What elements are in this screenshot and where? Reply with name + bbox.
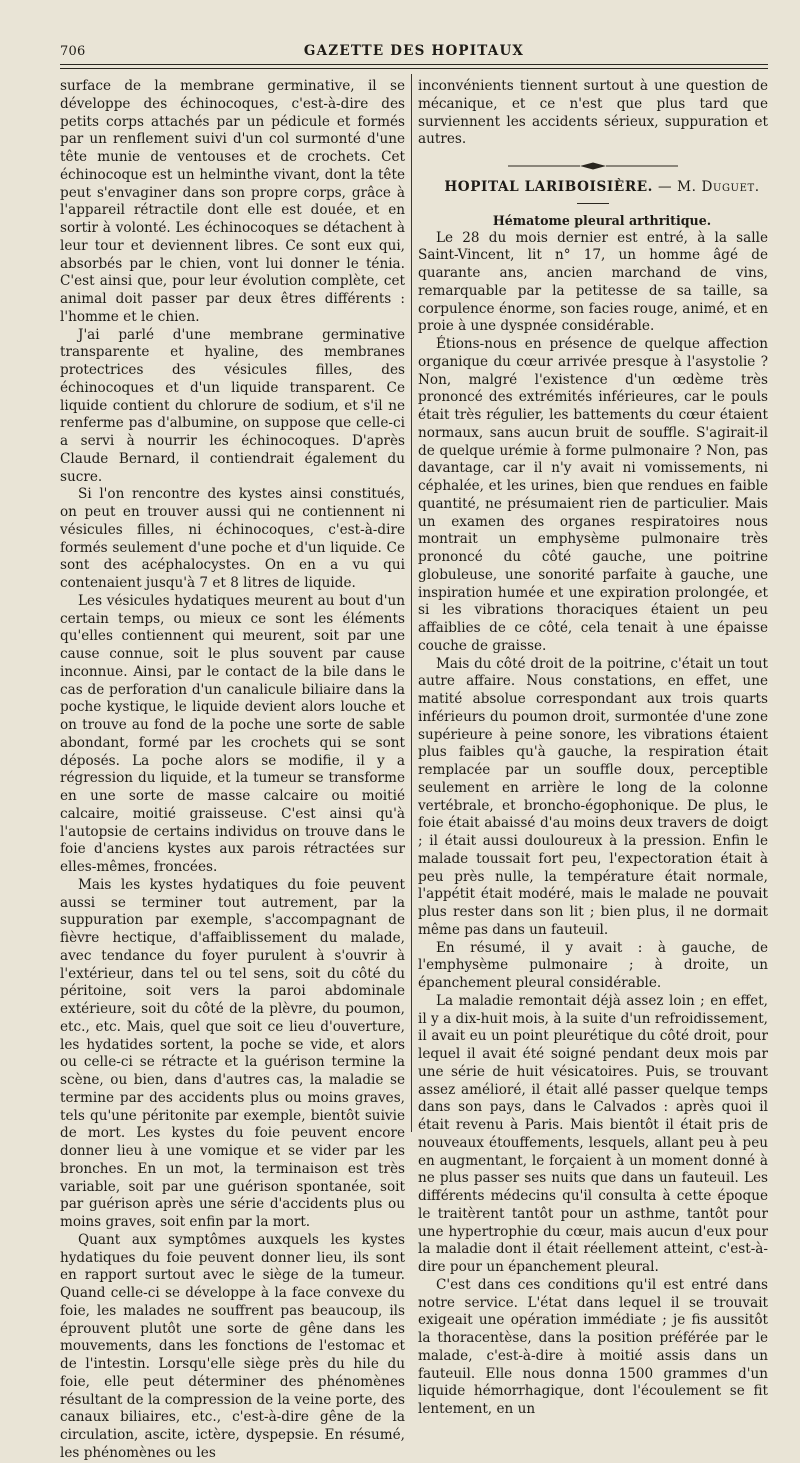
- paragraph: J'ai parlé d'une membrane germinative transparente et hyaline, des membranes protectrices des vésicules filles, des échinocoques et d'un liquide transparent. Ce liquide contient du chlorure de sodium, et s'il ne renferme pas d'albumine, on suppose que celle-ci a servi à nourrir les échinocoques. D'après Claude Bernard, il contiendrait également du sucre.: [60, 326, 405, 485]
- header-rule-thin: [60, 68, 768, 69]
- left-column: [60, 78, 405, 1463]
- paragraph: surface de la membrane germinative, il se développe des échinocoques, c'est-à-dire des petits corps attachés par un pédicule et formés par un renflement suivi d'un col surmonté d'une tête munie de ventouses et de crochets. Cet échinocoque est un helminthe vivant, dont la tête peut s'envaginer dans son propre corps, grâce à l'appareil rétractile dont elle est douée, et en sortir à volonté. Les échinocoques se détachent à leur tour et deviennent libres. Ce sont eux qui, absorbés par le chien, vont lui donner le ténia. C'est ainsi que, pour leur évolution complète, cet animal doit passer par deux êtres différents : l'homme et le chien.: [60, 78, 405, 325]
- short-rule: [577, 203, 609, 204]
- paragraph: La maladie remontait déjà assez loin ; en effet, il y a dix-huit mois, à la suite d'un refroidissement, il avait eu un point pleurétique du côté droit, pour lequel il avait été soigné pendant deux mois par une série de huit vésicatoires. Puis, se trouvant assez amélioré, il était allé passer quelque temps dans son pays, dans le Calvados : après quoi il était revenu à Paris. Mais bientôt il était pris de nouveaux étouffements, lesquels, allant peu à peu en augmentant, le forçaient à un moment donné à ne plus passer ses nuits que dans un fauteuil. Les différents médecins qu'il consulta à cette époque le traitèrent tantôt pour un asthme, tantôt pour une hypertrophie du cœur, mais aucun d'eux pour la maladie dont il était réellement atteint, c'est-à-dire pour un épanchement pleural.: [418, 992, 768, 1275]
- column-divider: [411, 74, 412, 1132]
- paragraph: Les vésicules hydatiques meurent au bout d'un certain temps, ou mieux ce sont les éléments qu'elles contiennent qui meurent, soit par une cause connue, soit le plus souvent par cause inconnue. Ainsi, par le contact de la bile dans le cas de perforation d'un canalicule biliaire dans la poche kystique, le liquide devient alors louche et on trouve au fond de la poche une sorte de sable abondant, formé par les crochets qui se sont déposés. La poche alors se modifie, il y a régression du liquide, et la tumeur se transforme en une sorte de masse calcaire ou moitié calcaire, moitié graisseuse. C'est ainsi qu'à l'autopsie de certains individus on trouve dans le foie d'anciens kystes aux parois rétractées sur elles-mêmes, froncées.: [60, 592, 405, 875]
- paragraph: Mais les kystes hydatiques du foie peuvent aussi se terminer tout autrement, par la suppuration par exemple, s'accompagnant de fièvre hectique, d'affaiblissement du malade, avec tendance du foyer purulent à s'ouvrir à l'extérieur, dans tel ou tel sens, soit du côté du péritoine, soit vers la paroi abdominale extérieure, soit du côté de la plèvre, du poumon, etc., etc. Mais, quel que soit ce lieu d'ouverture, les hydatides sortent, la poche se vide, et alors ou celle-ci se rétracte et la guérison termine la scène, ou bien, dans d'autres cas, la maladie se termine par des accidents plus ou moins graves, tels qu'une péritonite par exemple, bientôt suivie de mort. Les kystes du foie peuvent encore donner lieu à une vomique et se vider par les bronches. En un mot, la terminaison est très variable, soit par une guérison spontanée, soit par guérison après une série d'accidents plus ou moins graves, soit enfin par la mort.: [60, 876, 405, 1230]
- doctor-name: M. Duguet.: [677, 179, 760, 195]
- heading-separator: —: [657, 179, 673, 195]
- hospital-heading: [418, 179, 768, 197]
- paragraph: Quant aux symptômes auxquels les kystes hydatiques du foie peuvent donner lieu, ils sont en rapport surtout avec le siège de la tumeur. Quand celle-ci se développe à la face convexe du foie, les malades ne souffrent pas beaucoup, ils éprouvent plutôt une sorte de gêne dans les mouvements, dans les fonctions de l'estomac et de l'intestin. Lorsqu'elle siège près du hile du foie, elle peut déterminer des phénomènes résultant de la compression de la veine porte, des canaux biliaires, etc., c'est-à-dire gêne de la circulation, ascite, ictère, dyspepsie. En résumé, les phénomènes ou les: [60, 1231, 405, 1461]
- paragraph: Mais du côté droit de la poitrine, c'était un tout autre affaire. Nous constations, en effet, une matité absolue correspondant aux trois quarts inférieurs du poumon droit, surmontée d'une zone supérieure à peine sonore, les vibrations étaient plus faibles qu'à gauche, la respiration était remplacée par un souffle doux, perceptible seulement en arrière le long de la colonne vertébrale, et broncho-égophonique. De plus, le foie était abaissé d'au moins deux travers de doigt ; il était aussi douloureux à la pression. Enfin le malade toussait fort peu, l'expectoration était à peu près nulle, la température était normale, l'appétit était modéré, mais le malade ne pouvait plus rester dans son lit ; bien plus, il ne dormait même pas dans un fauteuil.: [418, 655, 768, 938]
- journal-title: GAZETTE DES HOPITAUX: [303, 43, 525, 59]
- paragraph: Étions-nous en présence de quelque affection organique du cœur arrivée presque à l'asystolie ? Non, malgré l'existence d'un œdème très prononcé des extrémités inférieures, car le pouls était très régulier, les battements du cœur étaient normaux, sans aucun bruit de souffle. S'agirait-il de quelque urémie à forme pulmonaire ? Non, pas davantage, car il n'y avait ni vomissements, ni céphalée, et les urines, bien que rendues en faible quantité, ne présumaient rien de particulier. Mais un examen des organes respiratoires nous montrait un emphysème pulmonaire très prononcé du côté gauche, une poitrine globuleuse, une sonorité parfaite à gauche, une inspiration humée et une expiration prolongée, et si les vibrations thoraciques étaient un peu affaiblies de ce côté, cela tenait à une épaisse couche de graisse.: [418, 336, 768, 654]
- ornamental-rule-icon: [418, 155, 768, 177]
- right-column: [418, 78, 768, 1419]
- page-number: 706: [60, 44, 86, 59]
- hospital-name: HOPITAL LARIBOISIÈRE.: [444, 179, 654, 195]
- paragraph: Si l'on rencontre des kystes ainsi constitués, on peut en trouver aussi qui ne contiennent ni vésicules filles, ni échinocoques, c'est-à-dire formés seulement d'une poche et d'un liquide. Ce sont des acéphalocystes. On en a vu qui contenaient jusqu'à 7 et 8 litres de liquide.: [60, 486, 405, 591]
- paragraph: C'est dans ces conditions qu'il est entré dans notre service. L'état dans lequel il se trouvait exigeait une opération immédiate ; je fis aussitôt la thoracentèse, dans la position préférée par le malade, c'est-à-dire à moitié assis dans un fauteuil. Elle nous donna 1500 grammes d'un liquide hémorrhagique, dont l'écoulement se fit lentement, en un: [418, 1276, 768, 1417]
- paragraph: Le 28 du mois dernier est entré, à la salle Saint-Vincent, lit n° 17, un homme âgé de quarante ans, ancien marchand de vins, remarquable par la petitesse de sa taille, sa corpulence énorme, son facies rouge, animé, et en proie à une dyspnée considérable.: [418, 229, 768, 335]
- paragraph: inconvénients tiennent surtout à une question de mécanique, et ce n'est que plus tard que surviennent les accidents sérieux, suppuration et autres.: [418, 78, 768, 148]
- header-rule: [60, 64, 768, 65]
- paragraph: En résumé, il y avait : à gauche, de l'emphysème pulmonaire ; à droite, un épanchement pleural considérable.: [418, 939, 768, 991]
- page-header: [60, 40, 768, 62]
- case-title: Hématome pleural arthritique.: [492, 212, 712, 228]
